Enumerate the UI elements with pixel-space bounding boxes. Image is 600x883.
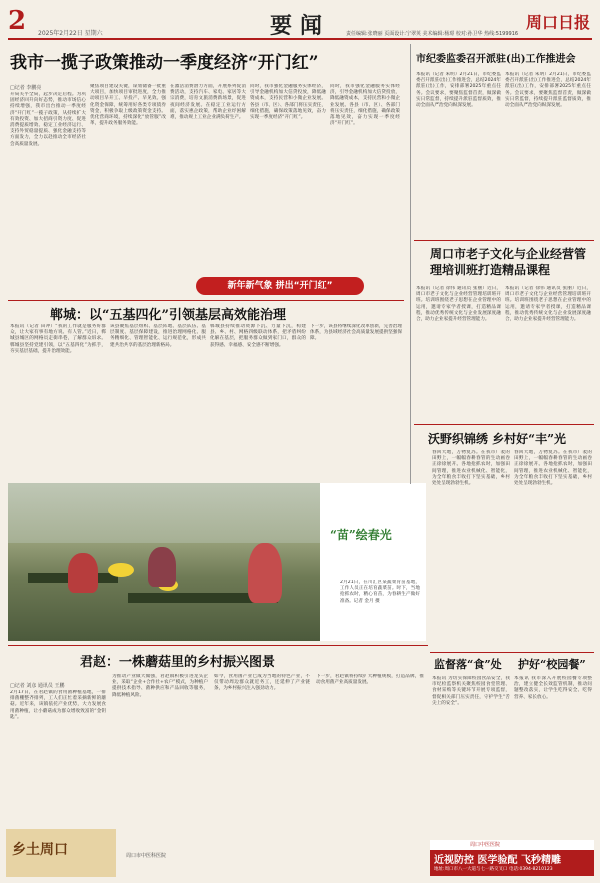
training-column-2: 本报讯（记者 徐伟 通讯员 张丽）近日，周口市老子文化与企业经营管理培训班开班。培训班围绕老子思想在企业管理中的运用，邀请专家学者授课，打造精品课程，推动优秀传统文化与企业发展深度融合，助力企业家提升经营管理能力。 [505,286,591,323]
lead-headline: 我市一揽子政策推动一季度经济“开门红” [10,53,319,73]
divider-rule [414,240,594,241]
lead-column-4: 同时，我市强化金融服务实体经济，引导金融机构加大信贷投放，降低融资成本，支持民营和小微企业发展。各县（市、区）、各部门将压实责任，细化措施，确保政策落地见效，奋力实现一季度经济“开门红”。 [250,84,326,121]
sponsor-note: 周口市中医科医院 [126,853,167,859]
supervise-headline: 监督落“食”处 [434,658,502,671]
lead-column-3: 在激活消费潜力方面，开展系列促消费活动，支持汽车、家电、家居等大宗消费，培育文旅消费新场景，促进夜间经济发展。在稳定工业运行方面，落实惠企政策，帮助企业纾困解难，推动规上工业企业满负荷生产。 [170,84,246,121]
junzhao-byline: □记者 刘彦 通讯员 王鹏 [10,683,65,689]
photo-caption-title: “苗”绘春光 [330,528,392,542]
lead-column-2: 聚焦项目建设关键，谋划储备一批重大项目，加快项目审批进度，全力推动项目早开工、早投产、早见效。强化资金保障，统筹用好各类专项债券资金，积极争取上级政策资金支持。优化营商环境，持续深化“放管服”改革，提升政务服务效能。 [90,84,166,127]
dancheng-column-2: 该县聚焦基层组织、基层阵地、基层队伍、基层制度、基层保障建设，推进治理网格化、服务精细化、管理智能化、运行规范化，形成共建共治共享的基层治理新格局。 [110,324,206,348]
divider-rule [414,424,594,425]
rural-column-title: 乡土周口 [12,842,68,858]
junzhao-column-3: 如今，食用菌产业已成为当地的特色产业，不仅带动周边群众就近务工，还延伸了产业链条，为乡村振兴注入强劲动力。 [214,674,310,692]
column-divider [410,44,411,484]
protect-headline: 护好“校园餐” [518,658,586,671]
ad-contact: 地址:周口市八一大道与七一路交叉口 电话:0394-8210123 [434,867,553,872]
lead-column-5: 同时，我市强化金融服务实体经济，引导金融机构加大信贷投放，降低融资成本，支持民营和小微企业发展。各县（市、区）、各部门将压实责任，细化措施，确保政策落地见效，奋力实现一季度经济“开门红”。 [330,84,400,127]
lead-column-1: 开局关乎全局，起步决定后程。为巩固经济回升向好态势，推动市场信心持续增强，我市出台推动一季度经济“开门红”一揽子政策，从持续扩大有效投资、加大招商引资力度、促进消费提质增效、稳定工业经济运行、支持外贸稳量提质、强化金融支持等方面发力，全力以赴推动全市经济社会高质量发展。 [10,92,86,147]
campaign-banner: 新年新气象 拼出“开门红” [196,277,364,295]
training-headline: 周口市老子文化与企业经营管理培训班打造精品课程 [430,247,587,277]
junzhao-headline: 君赵：一株蘑菇里的乡村振兴图景 [80,655,276,670]
greenhouse-roof [8,483,320,543]
junzhao-column-4: 下一步，君赵镇将持续扩大种植规模，打造品牌，推动食用菌产业高质量发展。 [316,674,424,686]
lead-byline: □记者 李鹏亮 [10,85,42,91]
section-title: 要闻 [270,13,331,39]
clinic-advertisement [430,840,594,876]
training-column-1: 本报讯（记者 徐伟 通讯员 张丽）近日，周口市老子文化与企业经营管理培训班开班。培训班围绕老子思想在企业管理中的运用，邀请专家学者授课，打造精品课程，推动优秀传统文化与企业发展深度融合，助力企业家提升经营管理能力。 [416,286,501,323]
junzhao-column-2: 为推动产业做大做强，君赵镇积极引进龙头企业，采取“企业+合作社+农户”模式，为种植户提供技术指导、菌种供应和产品回收等服务，降低种植风险。 [112,674,208,698]
worker-figure [248,543,282,603]
ad-slogan: 近视防控 医学验配 飞秒精雕 [434,855,561,866]
woyu-headline: 沃野织锦绣 乡村好“丰”光 [428,432,566,446]
newspaper-logo: 周口日报 [525,13,590,32]
commission-column-2: 本报讯（记者 朱明）2月21日，市纪委监委召开派驻(出)工作推进会，总结2024年派驻(出)工作，安排部署2025年重点任务。会议要求，要聚焦监督首责，做深做实日常监督，持续提升派驻监督质效，推动全面从严治党向纵深发展。 [505,72,591,109]
supervise-body: 本报讯 为切实保障校园食品安全，我市纪检监察机关聚焦校园食堂管理、食材采购等关键环节开展专项监督，督促相关部门压实责任，守护学生“舌尖上的安全”。 [432,676,510,706]
divider-rule [8,645,428,646]
divider-rule [430,652,594,653]
woyu-column-1: 春回大地，万物复苏。在我市广袤的田野上，一幅幅春耕春管的生动画卷正徐徐展开。各地抢抓农时，加强田间管理，推进农业机械化、智能化，为全年粮食丰收打下坚实基础，乡村处处呈现勃勃生机。 [432,450,510,487]
page-number: 2 [8,6,27,36]
dancheng-headline: 郸城：以“五基四化”引领基层高效能治理 [50,308,286,323]
worker-figure [148,547,176,587]
worker-figure [68,553,98,593]
commission-column-1: 本报讯（记者 朱明）2月21日，市纪委监委召开派驻(出)工作推进会，总结2024年派驻(出)工作，安排部署2025年重点任务。会议要求，要聚焦监督首责，做深做实日常监督，持续提升派驻监督质效，推动全面从严治党向纵深发展。 [416,72,501,109]
ad-hospital-name: 周口中医医院 [430,840,594,850]
issue-date: 2025年2月22日 星期六 [38,30,103,37]
rural-column-badge [6,829,116,877]
editor-credits: 责任编辑:张晓丽 页面设计:宁翠英 美术编辑:杨璟 校对:孙卫华 热线:5199916 [346,31,519,37]
yellow-flowers [108,563,134,577]
photo-caption-text: 2月21日，在川汇区某蔬菜育苗基地，工作人员正在培育蔬菜苗。时下，当地抢抓农时，精心育苗，为春耕生产做好准备。记者 金月 摄 [340,580,420,604]
dancheng-column-4: 下一步，该县将继续深化改革创新，完善治理体系，为县域经济社会高质量发展提供坚强保障。 [310,324,402,342]
dancheng-column-3: 郸城县持续推动资源下沉、力量下沉，构建县、乡、村、网格四级联动体系，把矛盾纠纷化解在基层，把服务群众做到家门口，群众的获得感、幸福感、安全感不断增强。 [210,324,306,348]
masthead [8,6,592,40]
seedling-photo [8,483,320,641]
divider-rule [8,300,404,301]
woyu-column-2: 春回大地，万物复苏。在我市广袤的田野上，一幅幅春耕春管的生动画卷正徐徐展开。各地抢抓农时，加强田间管理，推进农业机械化、智能化，为全年粮食丰收打下坚实基础，乡村处处呈现勃勃生机。 [514,450,592,487]
protect-body: 本报讯 我市深入开展校园餐专项整治，建立健全长效监管机制，推动问题整改落实，让学生吃得安全、吃得营养、家长放心。 [514,676,592,700]
junzhao-column-1: 2月17日，在君赵镇的食用菌种植基地，一排排菌棚整齐排列，工人们正忙着采摘新鲜的蘑菇。近年来，该镇依托产业优势，大力发展食用菌种植，让小蘑菇成为群众增收致富的“金钥匙”。 [10,690,106,720]
commission-headline: 市纪委监委召开派驻(出)工作推进会 [416,54,576,65]
dancheng-column-1: 本报讯（记者 田冲）“我的工作就是服务好群众，让大家有事有地方说、有人管。”近日，郸城县城区的网格员走街串巷，了解群众诉求。郸城县坚持党建引领，以“五基四化”为抓手，夯实基层基础，提升治理效能。 [10,324,106,354]
